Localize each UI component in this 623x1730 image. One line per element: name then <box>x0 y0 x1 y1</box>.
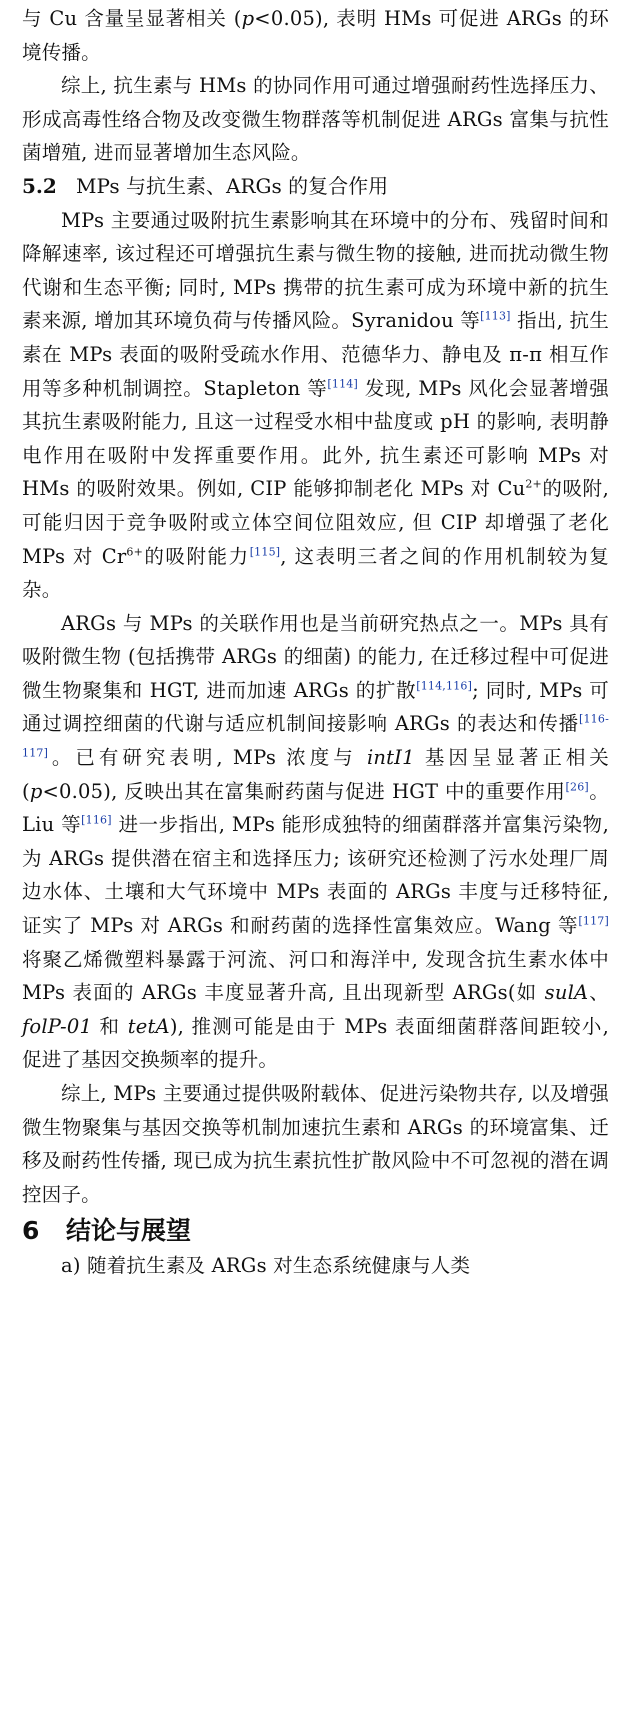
section-title: MPs 与抗生素、ARGs 的复合作用 <box>76 173 389 198</box>
paragraph-mps-antibiotic-adsorption: MPs 主要通过吸附抗生素影响其在环境中的分布、残留时间和降解速率, 该过程还可增强抗生素与微生物的接触, 进而扰动微生物代谢和生态平衡; 同时, MPs 携带的抗生素可成为环境中新的抗生素来源, 增加其环境负荷与传播风险。Syranidou 等[113] 指出, 抗生素在 MPs 表面的吸附受疏水作用、范德华力、静电及 π-π 相互作用等多种机制调控。Stapleton 等[114] 发现, MPs 风化会显著增强其抗生素吸附能力, 且这一过程受水相中盐度或 pH 的影响, 表明静电作用在吸附中发挥重要作用。此外, 抗生素还可影响 MPs 对 HMs 的吸附效果。例如, CIP 能够抑制老化 MPs 对 $Cu^{2+}$的吸附, 可能归因于竞争吸附或立体空间位阻效应, 但 CIP 却增强了老化 MPs 对 $Cr^{6+}$的吸附能力[115], 这表明三者之间的作用机制较为复杂。 <box>22 208 610 602</box>
citation-link[interactable]: [114] <box>327 377 358 391</box>
section-title: 结论与展望 <box>66 1216 192 1246</box>
citation-link[interactable]: [114,116] <box>416 679 473 693</box>
paragraph-mps-summary: 综上, MPs 主要通过提供吸附载体、促进污染物共存, 以及增强微生物聚集与基因交换等机制加速抗生素和 ARGs 的环境富集、迁移及耐药性传播, 现已成为抗生素抗性扩散风险中不可忽视的潜在调控因子。 <box>22 1082 609 1206</box>
citation-link[interactable]: [26] <box>565 780 589 794</box>
superscript-charge: 6+ <box>126 545 144 558</box>
gene-name: sulA <box>544 981 589 1005</box>
citation-link[interactable]: [113] <box>480 309 511 323</box>
gene-name: folP-01 <box>22 1014 93 1038</box>
section-heading-6 <box>22 1213 609 1249</box>
paragraph-args-mps-association: ARGs 与 MPs 的关联作用也是当前研究热点之一。MPs 具有吸附微生物 (包括携带 ARGs 的细菌) 的能力, 在迁移过程中可促进微生物聚集和 HGT, 进而加速 ARGs 的扩散[114,116]; 同时, MPs 可通过调控细菌的代谢与适应机制间接影响 ARGs 的表达和传播[116-117]。已有研究表明, MPs 浓度与 intI1 基因呈显著正相关 (p<0.05), 反映出其在富集耐药菌与促进 HGT 中的重要作用[26]。Liu 等[116] 进一步指出, MPs 能形成独特的细菌群落并富集污染物, 为 ARGs 提供潜在宿主和选择压力; 该研究还检测了污水处理厂周边水体、土壤和大气环境中 MPs 表面的 ARGs 丰度与迁移特征, 证实了 MPs 对 ARGs 和耐药菌的选择性富集效应。Wang 等[117] 将聚乙烯微塑料暴露于河流、河口和海洋中, 发现含抗生素水体中 MPs 表面的 ARGs 丰度显著升高, 且出现新型 ARGs(如 sulA、folP-01 和 tetA), 推测可能是由于 MPs 表面细菌群落间距较小, 促进了基因交换频率的提升。 <box>22 611 610 1072</box>
gene-name: tetA <box>127 1014 170 1038</box>
citation-link[interactable]: [115] <box>249 545 281 558</box>
citation-link[interactable]: [116] <box>81 813 112 827</box>
section-heading-5-2 <box>22 170 609 204</box>
paragraph-antibiotics-hms-summary: 综上, 抗生素与 HMs 的协同作用可通过增强耐药性选择压力、形成高毒性络合物及改变微生物群落等机制促进 ARGs 富集与抗性菌增殖, 进而显著增加生态风险。 <box>22 74 609 165</box>
superscript-charge: 2+ <box>525 477 542 491</box>
section-number: 5.2 <box>22 173 57 198</box>
gene-name: intI1 <box>366 746 415 770</box>
paragraph-hms-args-correlation: 与 Cu 含量呈显著相关 (p<0.05), 表明 HMs 可促进 ARGs 的环境传播。 <box>22 7 609 64</box>
section-number: 6 <box>22 1216 40 1246</box>
citation-link[interactable]: [117] <box>578 914 609 928</box>
paragraph-conclusion-a: a) 随着抗生素及 ARGs 对生态系统健康与人类 <box>61 1254 471 1278</box>
citation-link[interactable]: [116-117] <box>22 712 609 760</box>
